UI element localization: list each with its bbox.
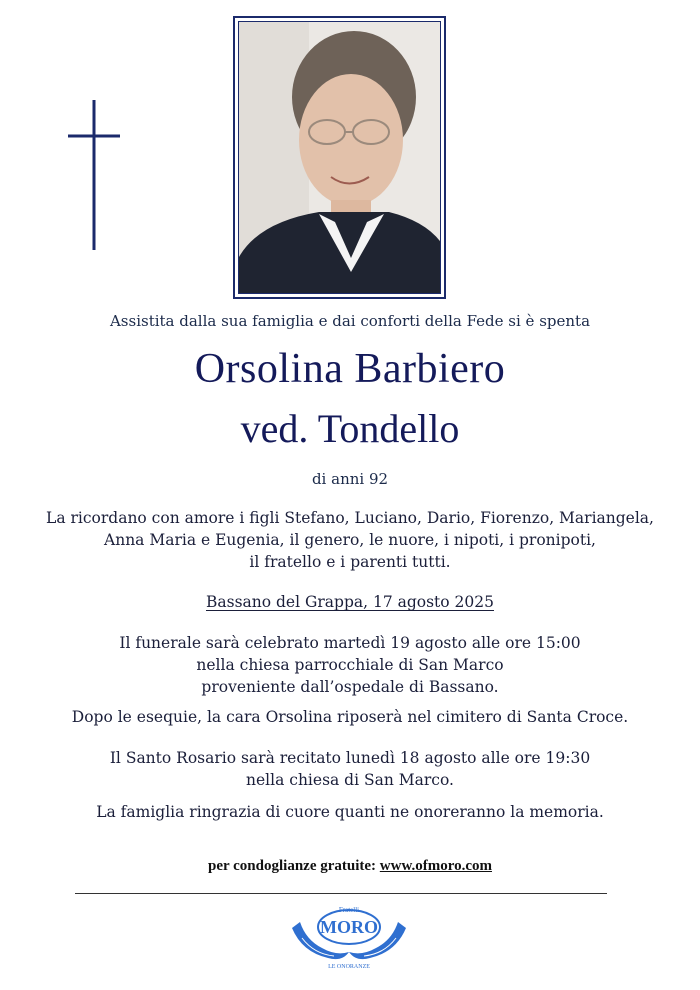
logo-top-text: Fratelli (338, 906, 360, 914)
place-date (0, 593, 700, 611)
funeral-line: nella chiesa parrocchiale di San Marco (196, 656, 504, 674)
family-line: La ricordano con amore i figli Stefano, Luciano, Dario, Fiorenzo, Mariangela, (46, 509, 654, 527)
funeral-line: Il funerale sarà celebrato martedì 19 agosto alle ore 15:00 (119, 634, 581, 652)
divider (75, 893, 607, 894)
deceased-name: Orsolina Barbiero (194, 346, 506, 392)
rosary-paragraph (0, 747, 700, 791)
condolences-line (0, 858, 700, 875)
rosary-line: Il Santo Rosario sarà recitato lunedì 18 agosto alle ore 19:30 (109, 749, 591, 767)
rosary-line: nella chiesa di San Marco. (246, 771, 454, 789)
portrait-image (239, 22, 441, 294)
condolences-link[interactable]: www.ofmoro.com (379, 858, 492, 874)
portrait-frame (233, 16, 446, 299)
age-text: di anni 92 (311, 470, 389, 488)
logo-name-text: MORO (320, 917, 378, 937)
logo-bottom-text: LE ONORANZE (328, 964, 370, 970)
funeral-line: proveniente dall’ospedale di Bassano. (201, 678, 499, 696)
family-line: il fratello e i parenti tutti. (249, 553, 451, 571)
family-paragraph (0, 507, 700, 573)
portrait-photo (238, 21, 441, 294)
cross-icon (68, 100, 120, 250)
intro-text: Assistita dalla sua famiglia e dai conforti della Fede si è spenta (109, 312, 591, 330)
thanks-text: La famiglia ringrazia di cuore quanti ne onoreranno la memoria. (96, 803, 604, 821)
funeral-paragraph (0, 632, 700, 698)
place-date-text: Bassano del Grappa, 17 agosto 2025 (205, 593, 494, 611)
family-line: Anna Maria e Eugenia, il genero, le nuore, i nipoti, i pronipoti, (104, 531, 596, 549)
moro-logo-icon (288, 902, 410, 970)
burial-text: Dopo le esequie, la cara Orsolina riposerà nel cimitero di Santa Croce. (71, 708, 629, 726)
widow-name: ved. Tondello (240, 406, 460, 451)
condolences-label: per condoglianze gratuite: (208, 858, 377, 874)
